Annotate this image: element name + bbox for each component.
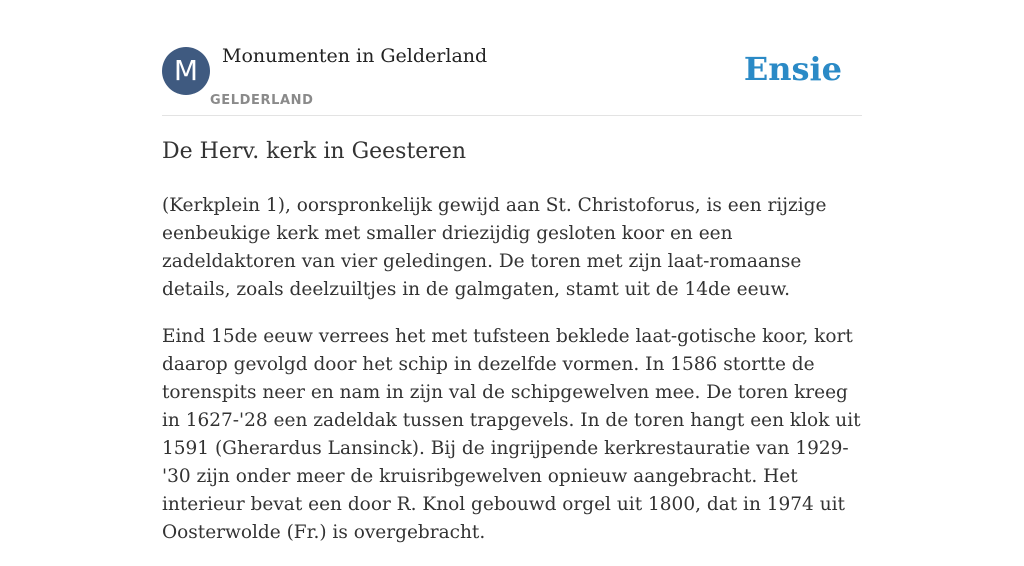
source-title[interactable]: Monumenten in Gelderland (222, 45, 488, 67)
category-label[interactable]: GELDERLAND (210, 93, 314, 108)
article-paragraph: (Kerkplein 1), oorspronkelijk gewijd aan St. Christoforus, is een rijzige eenbeukige kerk met smaller driezijdig gesloten koor en een zadeldaktoren van vier geledingen. De toren met zijn laat-romaanse details, zoals deelzuiltjes in de galmgaten, stamt uit de 14de eeuw. (162, 195, 827, 300)
article-body (162, 192, 862, 566)
brand-logo[interactable]: Ensie (743, 50, 842, 88)
header (162, 0, 862, 116)
article-paragraph: Eind 15de eeuw verrees het met tufsteen beklede laat-gotische koor, kort daarop gevolgd door het schip in dezelfde vormen. In 1586 stortte de torenspits neer en nam in zijn val de schipgewelven mee. De toren kreeg in 1627-'28 een zadeldak tussen trapgevels. In de toren hangt een klok uit 1591 (Gherardus Lansinck). Bij de ingrijpende kerkrestauratie van 1929-'30 zijn onder meer de kruisribgewelven opnieuw aangebracht. Het interieur bevat een door R. Knol gebouwd orgel uit 1800, dat in 1974 uit Oosterwolde (Fr.) is overgebracht. (162, 326, 861, 543)
article-title: De Herv. kerk in Geesteren (162, 139, 467, 164)
avatar[interactable]: M (162, 47, 210, 95)
